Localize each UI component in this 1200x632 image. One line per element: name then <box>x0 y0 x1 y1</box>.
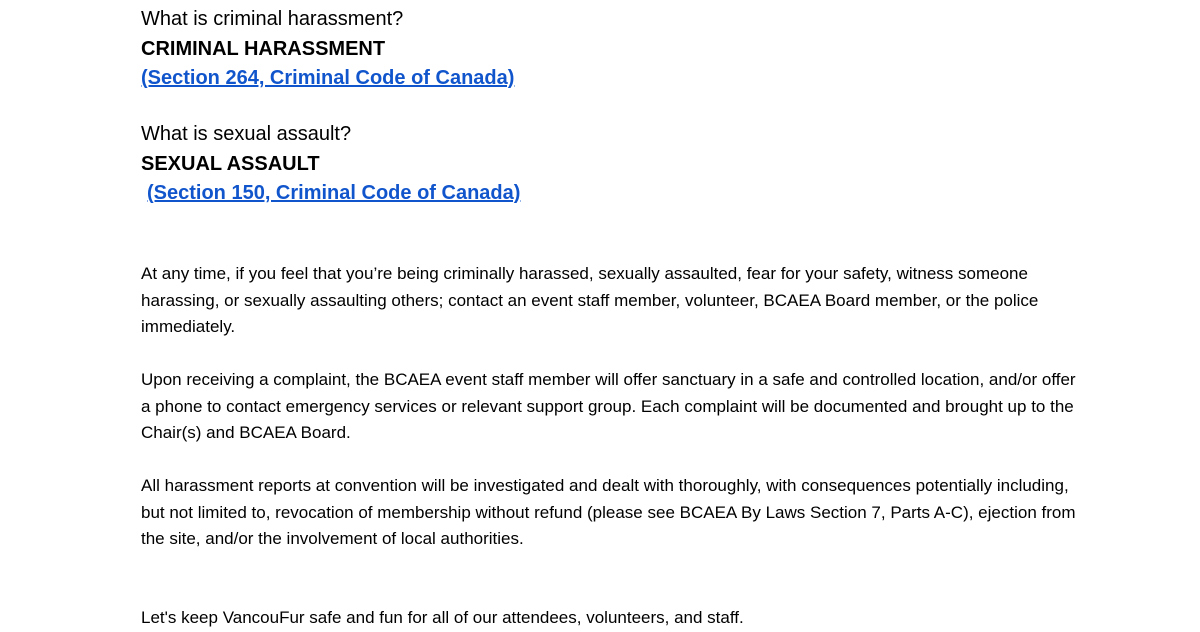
sexual-assault-heading: SEXUAL ASSAULT <box>141 153 320 175</box>
paragraph-report-guidance: At any time, if you feel that you’re being criminally harassed, sexually assaulted, fear for your safety, witness someone harassing, or sexually assaulting others; contact an event staff member, volunteer, BCAEA Board member, or the police immediately. <box>141 264 1039 336</box>
criminal-harassment-heading: CRIMINAL HARASSMENT <box>141 38 386 60</box>
paragraph-complaint-handling: Upon receiving a complaint, the BCAEA event staff member will offer sanctuary in a safe and controlled location, and/or offer a phone to contact emergency services or relevant support group. Each complaint will be documented and brought up to the Chair(s) and BCAEA Board. <box>141 370 1076 442</box>
paragraph-consequences: All harassment reports at convention will be investigated and dealt with thoroughly, with consequences potentially including, but not limited to, revocation of membership without refund (please see BCAEA By Laws Section 7, Parts A-C), ejection from the site, and/or the involvement of local authorities. <box>141 476 1076 548</box>
closing-statement: Let's keep VancouFur safe and fun for all of our attendees, volunteers, and staff. <box>141 608 744 627</box>
criminal-harassment-question: What is criminal harassment? <box>141 8 404 30</box>
section-264-link[interactable]: (Section 264, Criminal Code of Canada) <box>141 67 515 89</box>
section-150-link[interactable]: (Section 150, Criminal Code of Canada) <box>147 182 521 204</box>
sexual-assault-question: What is sexual assault? <box>141 123 352 145</box>
